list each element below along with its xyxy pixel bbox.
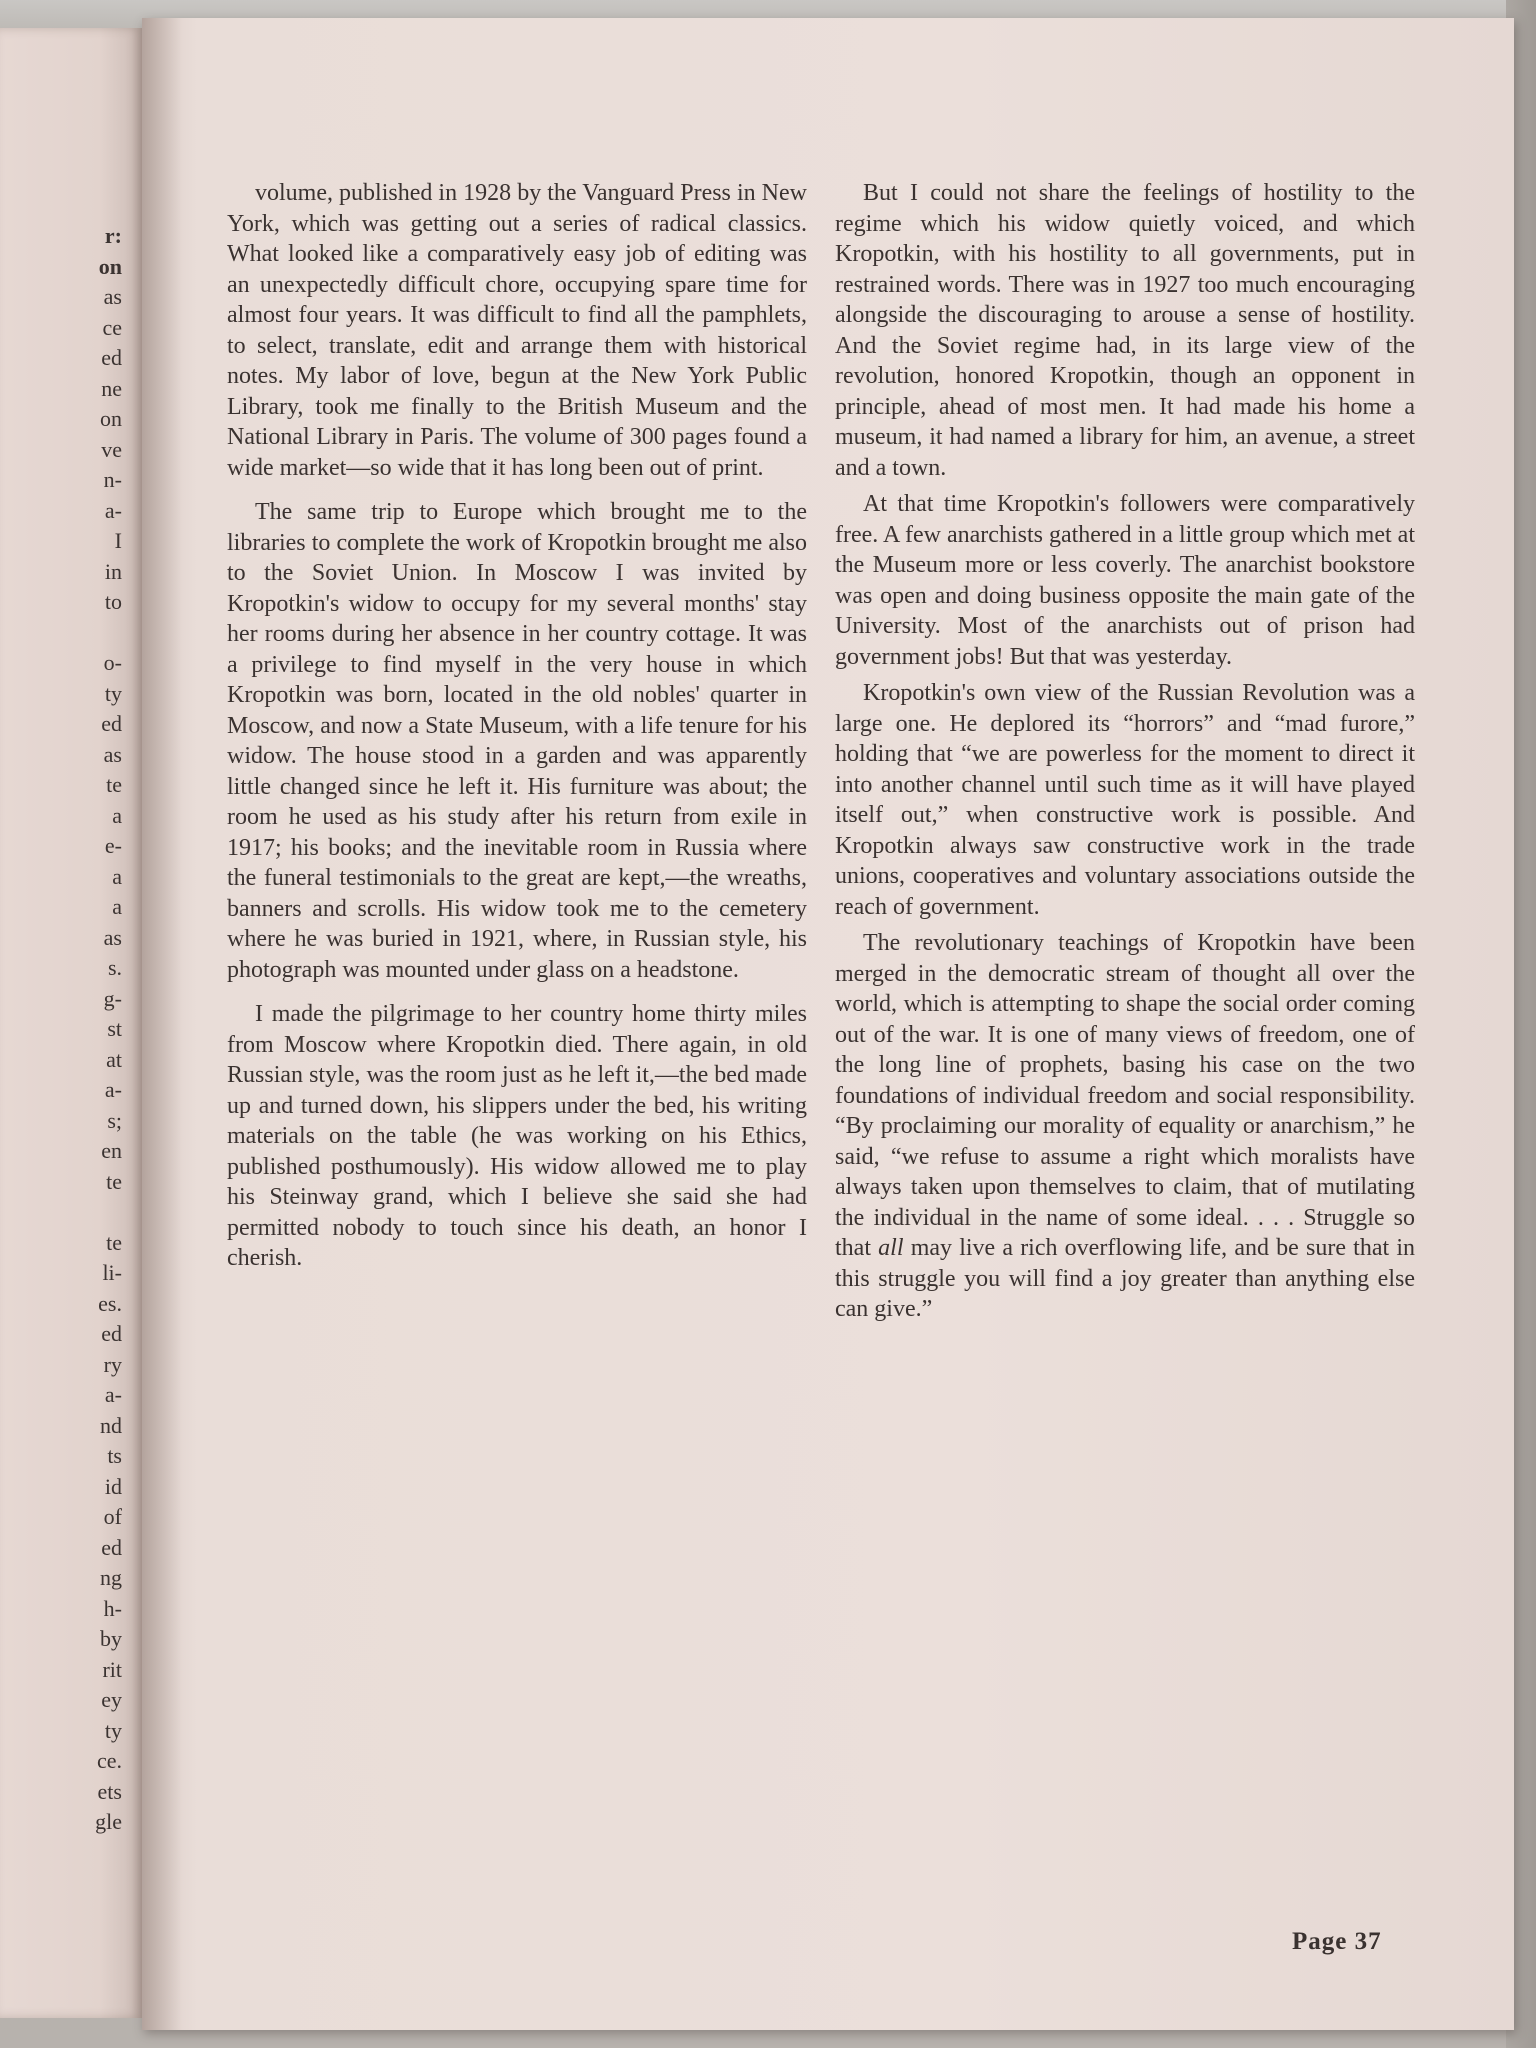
left-column bbox=[227, 178, 807, 1274]
previous-page-fragment: a bbox=[112, 863, 122, 889]
previous-page-fragment: gle bbox=[95, 1809, 122, 1834]
previous-page-fragment: nd bbox=[100, 1412, 122, 1438]
previous-page-fragment: ets bbox=[97, 1778, 122, 1804]
left-paragraph-2: The same trip to Europe which brought me to the libraries to complete the work of Kropotkin brought me also to the Soviet Union. In Moscow I was invited by Kropotkin's widow to occupy for my several months' stay her rooms during her absence in her country cottage. It was a privilege to find myself in the very house in which Kropotkin was born, located in the old nobles' quarter in Moscow, and now a State Museum, with a life tenure for his widow. The house stood in a garden and was apparently little changed since he left it. His furniture was about; the room he used as his study after his return from exile in 1917; his books; and the inevitable room in Russia where the funeral testimonials to the great are kept,—the wreaths, banners and scrolls. His widow took me to the cemetery where he was buried in 1921, where, in Russian style, his photograph was mounted under glass on a headstone. bbox=[227, 499, 807, 983]
left-paragraph-3: I made the pilgrimage to her country home thirty miles from Moscow where Kropotkin died. There again, in old Russian style, was the room just as he left it,—the bed made up and turned down, his slippers under the bed, his writing materials on the table (he was working on his Ethics, published posthumously). His widow allowed me to play his Steinway grand, which I believe she said she had permitted nobody to touch since his death, an honor I cherish. bbox=[227, 1001, 807, 1271]
previous-page-fragment: ed bbox=[101, 1321, 122, 1346]
right-paragraph-3: Kropotkin's own view of the Russian Revolution was a large one. He deplored its “horrors” and “mad furore,” holding that “we are powerless for the moment to direct it into another channel until such time as it will have played itself out,” when constructive work is possible. And Kropotkin always saw constructive work in the trade unions, cooperatives and voluntary associations outside the reach of government. bbox=[835, 680, 1415, 920]
right-column bbox=[835, 178, 1415, 1325]
previous-page-fragment: ed bbox=[101, 345, 122, 370]
previous-page-fragment: te bbox=[106, 1229, 122, 1255]
spine-shadow bbox=[142, 18, 182, 2030]
previous-page-fragment: at bbox=[106, 1046, 122, 1072]
previous-page-fragment: ce. bbox=[96, 1748, 122, 1773]
page-number: Page 37 bbox=[1292, 1928, 1382, 1955]
previous-page-fragment: e- bbox=[104, 833, 122, 858]
previous-page-fragment: rit bbox=[102, 1656, 122, 1682]
previous-page-fragment: n- bbox=[103, 467, 122, 492]
previous-page-fragment: ey bbox=[101, 1687, 122, 1712]
previous-page-fragment: I bbox=[114, 528, 122, 553]
previous-page-fragment: as bbox=[103, 284, 122, 309]
previous-page-fragment: ts bbox=[107, 1443, 122, 1468]
previous-page-fragment: ng bbox=[100, 1565, 122, 1590]
previous-page-fragment: ce bbox=[102, 314, 122, 340]
previous-page-fragment: ty bbox=[104, 680, 122, 706]
right-paragraph-4-text-a: The revolutionary teachings of Kropotkin have been merged in the democratic stream of thought all over the world, which is attempting to shape the social order coming out of the war. It is one of many views of freedom, one of the long line of prophets, basing his case on the two foundations of individual freedom and social responsibility. “By proclaiming our morality of equality or anarchism,” he said, “we refuse to assume a right which moralists have always taken upon themselves to claim, that of mutilating the individual in the name of some ideal. . . . Struggle so that bbox=[835, 930, 1415, 1261]
previous-page-fragment: r: bbox=[104, 223, 122, 248]
previous-page-fragment: ty bbox=[104, 1717, 122, 1743]
previous-page-fragment: by bbox=[100, 1626, 122, 1651]
previous-page-fragment: en bbox=[101, 1138, 122, 1163]
previous-page-fragment: on bbox=[98, 253, 122, 279]
magazine-page bbox=[142, 18, 1514, 2030]
right-paragraph-1: But I could not share the feelings of hostility to the regime which his widow quietly voiced, and which Kropotkin, with his hostility to all governments, put in restrained words. There was in 1927 too much encouraging alongside the discouraging to arouse a sense of hostility. And the Soviet regime had, in its large view of the revolution, honored Kropotkin, though an opponent in principle, ahead of most men. It had made his home a museum, it had named a library for him, an avenue, a street and a town. bbox=[835, 180, 1415, 481]
previous-page-fragment: s; bbox=[107, 1107, 122, 1133]
previous-page-fragment: a- bbox=[104, 1382, 122, 1407]
previous-page-fragment: a- bbox=[104, 1077, 122, 1102]
previous-page-fragment: on bbox=[100, 406, 122, 431]
previous-page-fragment: st bbox=[107, 1016, 122, 1041]
previous-page-fragment: a bbox=[112, 894, 122, 919]
previous-page-fragment: a- bbox=[104, 497, 122, 523]
previous-page-fragment: ve bbox=[101, 436, 122, 462]
previous-page-edge bbox=[0, 28, 142, 2018]
right-paragraph-4 bbox=[835, 928, 1415, 1325]
previous-page-fragment: te bbox=[106, 772, 122, 797]
previous-page-fragment: id bbox=[104, 1473, 122, 1499]
previous-page-fragment: li- bbox=[102, 1260, 122, 1285]
previous-page-fragment: g- bbox=[103, 985, 122, 1011]
previous-page-fragment: as bbox=[103, 924, 122, 950]
previous-page-fragment: ne bbox=[101, 375, 122, 401]
right-paragraph-4-text-b: may live a rich overflowing life, and be sure that in this struggle you will find a joy greater than anything else can give.” bbox=[835, 1235, 1415, 1322]
left-paragraph-1: volume, published in 1928 by the Vanguard Press in New York, which was getting out a series of radical classics. What looked like a comparatively easy job of editing was an unexpectedly difficult chore, occupying spare time for almost four years. It was difficult to find all the pamphlets, to select, translate, edit and arrange them with historical notes. My labor of love, begun at the New York Public Library, took me finally to the British Museum and the National Library in Paris. The volume of 300 pages found a wide market—so wide that it has long been out of print. bbox=[227, 180, 807, 481]
previous-page-fragment: ed bbox=[101, 1534, 122, 1560]
previous-page-fragment: as bbox=[103, 741, 122, 767]
previous-page-fragment: of bbox=[103, 1504, 122, 1529]
previous-page-fragment: ed bbox=[101, 711, 122, 736]
right-paragraph-4-emphasis: all bbox=[878, 1235, 904, 1261]
previous-page-fragment: o- bbox=[103, 650, 122, 675]
right-paragraph-2: At that time Kropotkin's followers were comparatively free. A few anarchists gathered in a little group which met at the Museum more or less coverly. The anarchist bookstore was open and doing business opposite the main gate of the University. Most of the anarchists out of prison had government jobs! But that was yesterday. bbox=[835, 491, 1415, 670]
previous-page-fragment: te bbox=[106, 1168, 122, 1194]
previous-page-fragment: to bbox=[104, 589, 122, 614]
previous-page-fragment: ry bbox=[103, 1351, 122, 1377]
previous-page-fragment: h- bbox=[103, 1595, 122, 1621]
previous-page-fragment: es. bbox=[98, 1290, 122, 1316]
previous-page-fragment: in bbox=[104, 558, 122, 584]
previous-page-fragment: a bbox=[112, 802, 122, 828]
previous-page-fragment: s. bbox=[107, 955, 122, 980]
